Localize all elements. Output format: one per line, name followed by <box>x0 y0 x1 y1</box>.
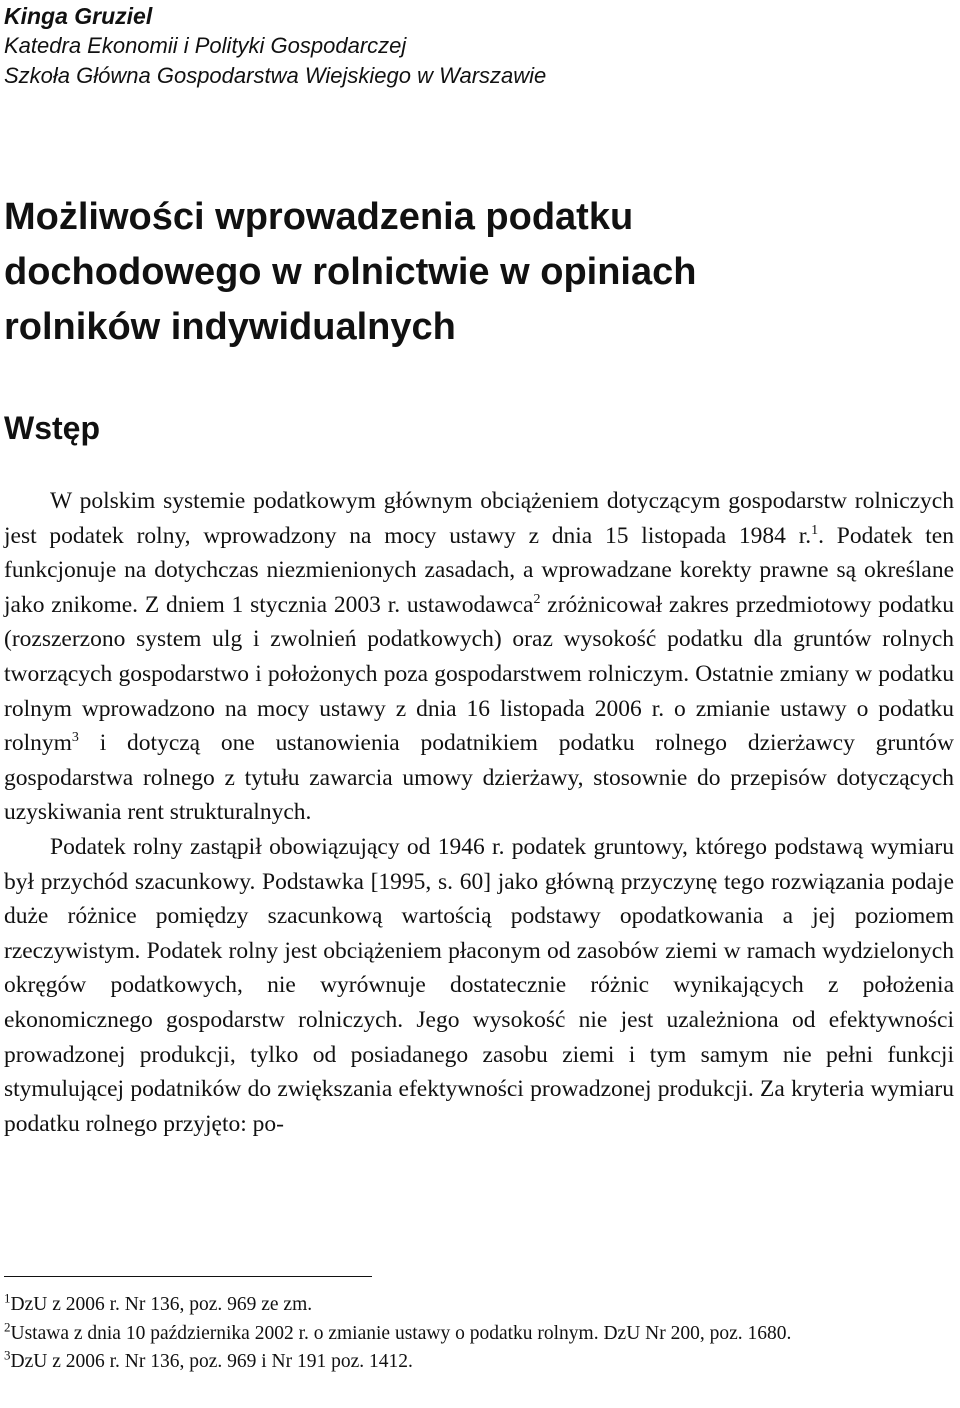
paragraph <box>4 484 954 830</box>
body-text <box>4 484 954 1141</box>
footnote-ref: 2 <box>533 591 541 607</box>
paragraph: Podatek rolny zastąpił obowiązujący od 1946 r. podatek gruntowy, którego podstawą wymiaru był przychód szacunkowy. Podstawka [1995, s. 60] jako główną przyczynę tego rozwiązania podaje duże różnice pomiędzy szacunkową wartością podstawy opodatkowania a jej poziomem rzeczywistym. Podatek rolny jest obciążeniem płaconym od zasobów ziemi w ramach wydzielonych okręgów podatkowych, nie wyrównuje dostatecznie różnic wynikających z położenia ekonomicznego gospodarstw rolniczych. Jego wysokość nie jest uzależniona od efektywności prowadzonej produkcji, tylko od posiadanego zasobu ziemi i tym samym nie pełni funkcji stymulującej podatników do zwiększania efektywności prowadzonej produkcji. Za kryteria wymiaru podatku rolnego przyjęto: po- <box>4 833 954 1137</box>
author-department: Katedra Ekonomii i Polityki Gospodarczej <box>4 33 407 58</box>
title-line: rolników indywidualnych <box>4 306 456 348</box>
paragraph-text: W polskim systemie podatkowym głównym obciążeniem dotyczącym gospodarstw rolniczych jest podatek rolny, wprowadzony na mocy ustawy z dnia 15 listopada 1984 r. <box>4 488 954 549</box>
author-block <box>4 1 954 91</box>
footnote-text: DzU z 2006 r. Nr 136, poz. 969 ze zm. <box>10 1294 313 1315</box>
author-university: Szkoła Główna Gospodarstwa Wiejskiego w Warszawie <box>4 63 547 88</box>
footnotes <box>4 1291 954 1377</box>
footnote <box>4 1320 954 1349</box>
article-title <box>4 190 904 355</box>
footnote-text: Ustawa z dnia 10 października 2002 r. o zmianie ustawy o podatku rolnym. DzU Nr 200, poz. 1680. <box>10 1322 792 1344</box>
paragraph-text: zróżnicował zakres przedmiotowy podatku (rozszerzono system ulg i zwolnień podatkowych) oraz wysokość podatku dla gruntów rolnych tworzących gospodarstwo i położonych poza gospodarstwem rolniczym. Ostatnie zmiany w podatku rolnym wprowadzono na mocy ustawy z dnia 16 listopada 2006 r. o zmianie ustawy o podatku rolnym <box>4 591 954 757</box>
footnote-text: DzU z 2006 r. Nr 136, poz. 969 i Nr 191 poz. 1412. <box>10 1351 413 1373</box>
title-line: Możliwości wprowadzenia podatku <box>4 196 634 238</box>
footnote-number: 1 <box>4 1290 11 1306</box>
footnote-number: 3 <box>4 1347 11 1363</box>
footnote-ref: 3 <box>71 730 79 746</box>
footnote-ref: 1 <box>811 522 819 538</box>
document-page <box>4 0 954 1373</box>
footnote <box>4 1348 954 1377</box>
section-heading: Wstęp <box>4 410 100 446</box>
author-name: Kinga Gruziel <box>4 3 153 29</box>
footnote-separator <box>4 1276 372 1277</box>
footnote <box>4 1291 954 1320</box>
paragraph-text: i dotyczą one ustanowienia podatnikiem podatku rolnego dzierżawcy gruntów gospodarstwa rolnego z tytułu zawarcia umowy dzierżawy, stosownie do przepisów dotyczących uzyskiwania rent strukturalnych. <box>4 730 954 826</box>
paragraph-text: . Podatek ten funkcjonuje na dotychczas niezmienionych zasadach, a wprowadzane korekty prawne są określane jako znikome. Z dniem 1 stycznia 2003 r. ustawodawca <box>4 522 954 618</box>
title-line: dochodowego w rolnictwie w opiniach <box>4 251 697 293</box>
footnote-number: 2 <box>4 1319 11 1335</box>
